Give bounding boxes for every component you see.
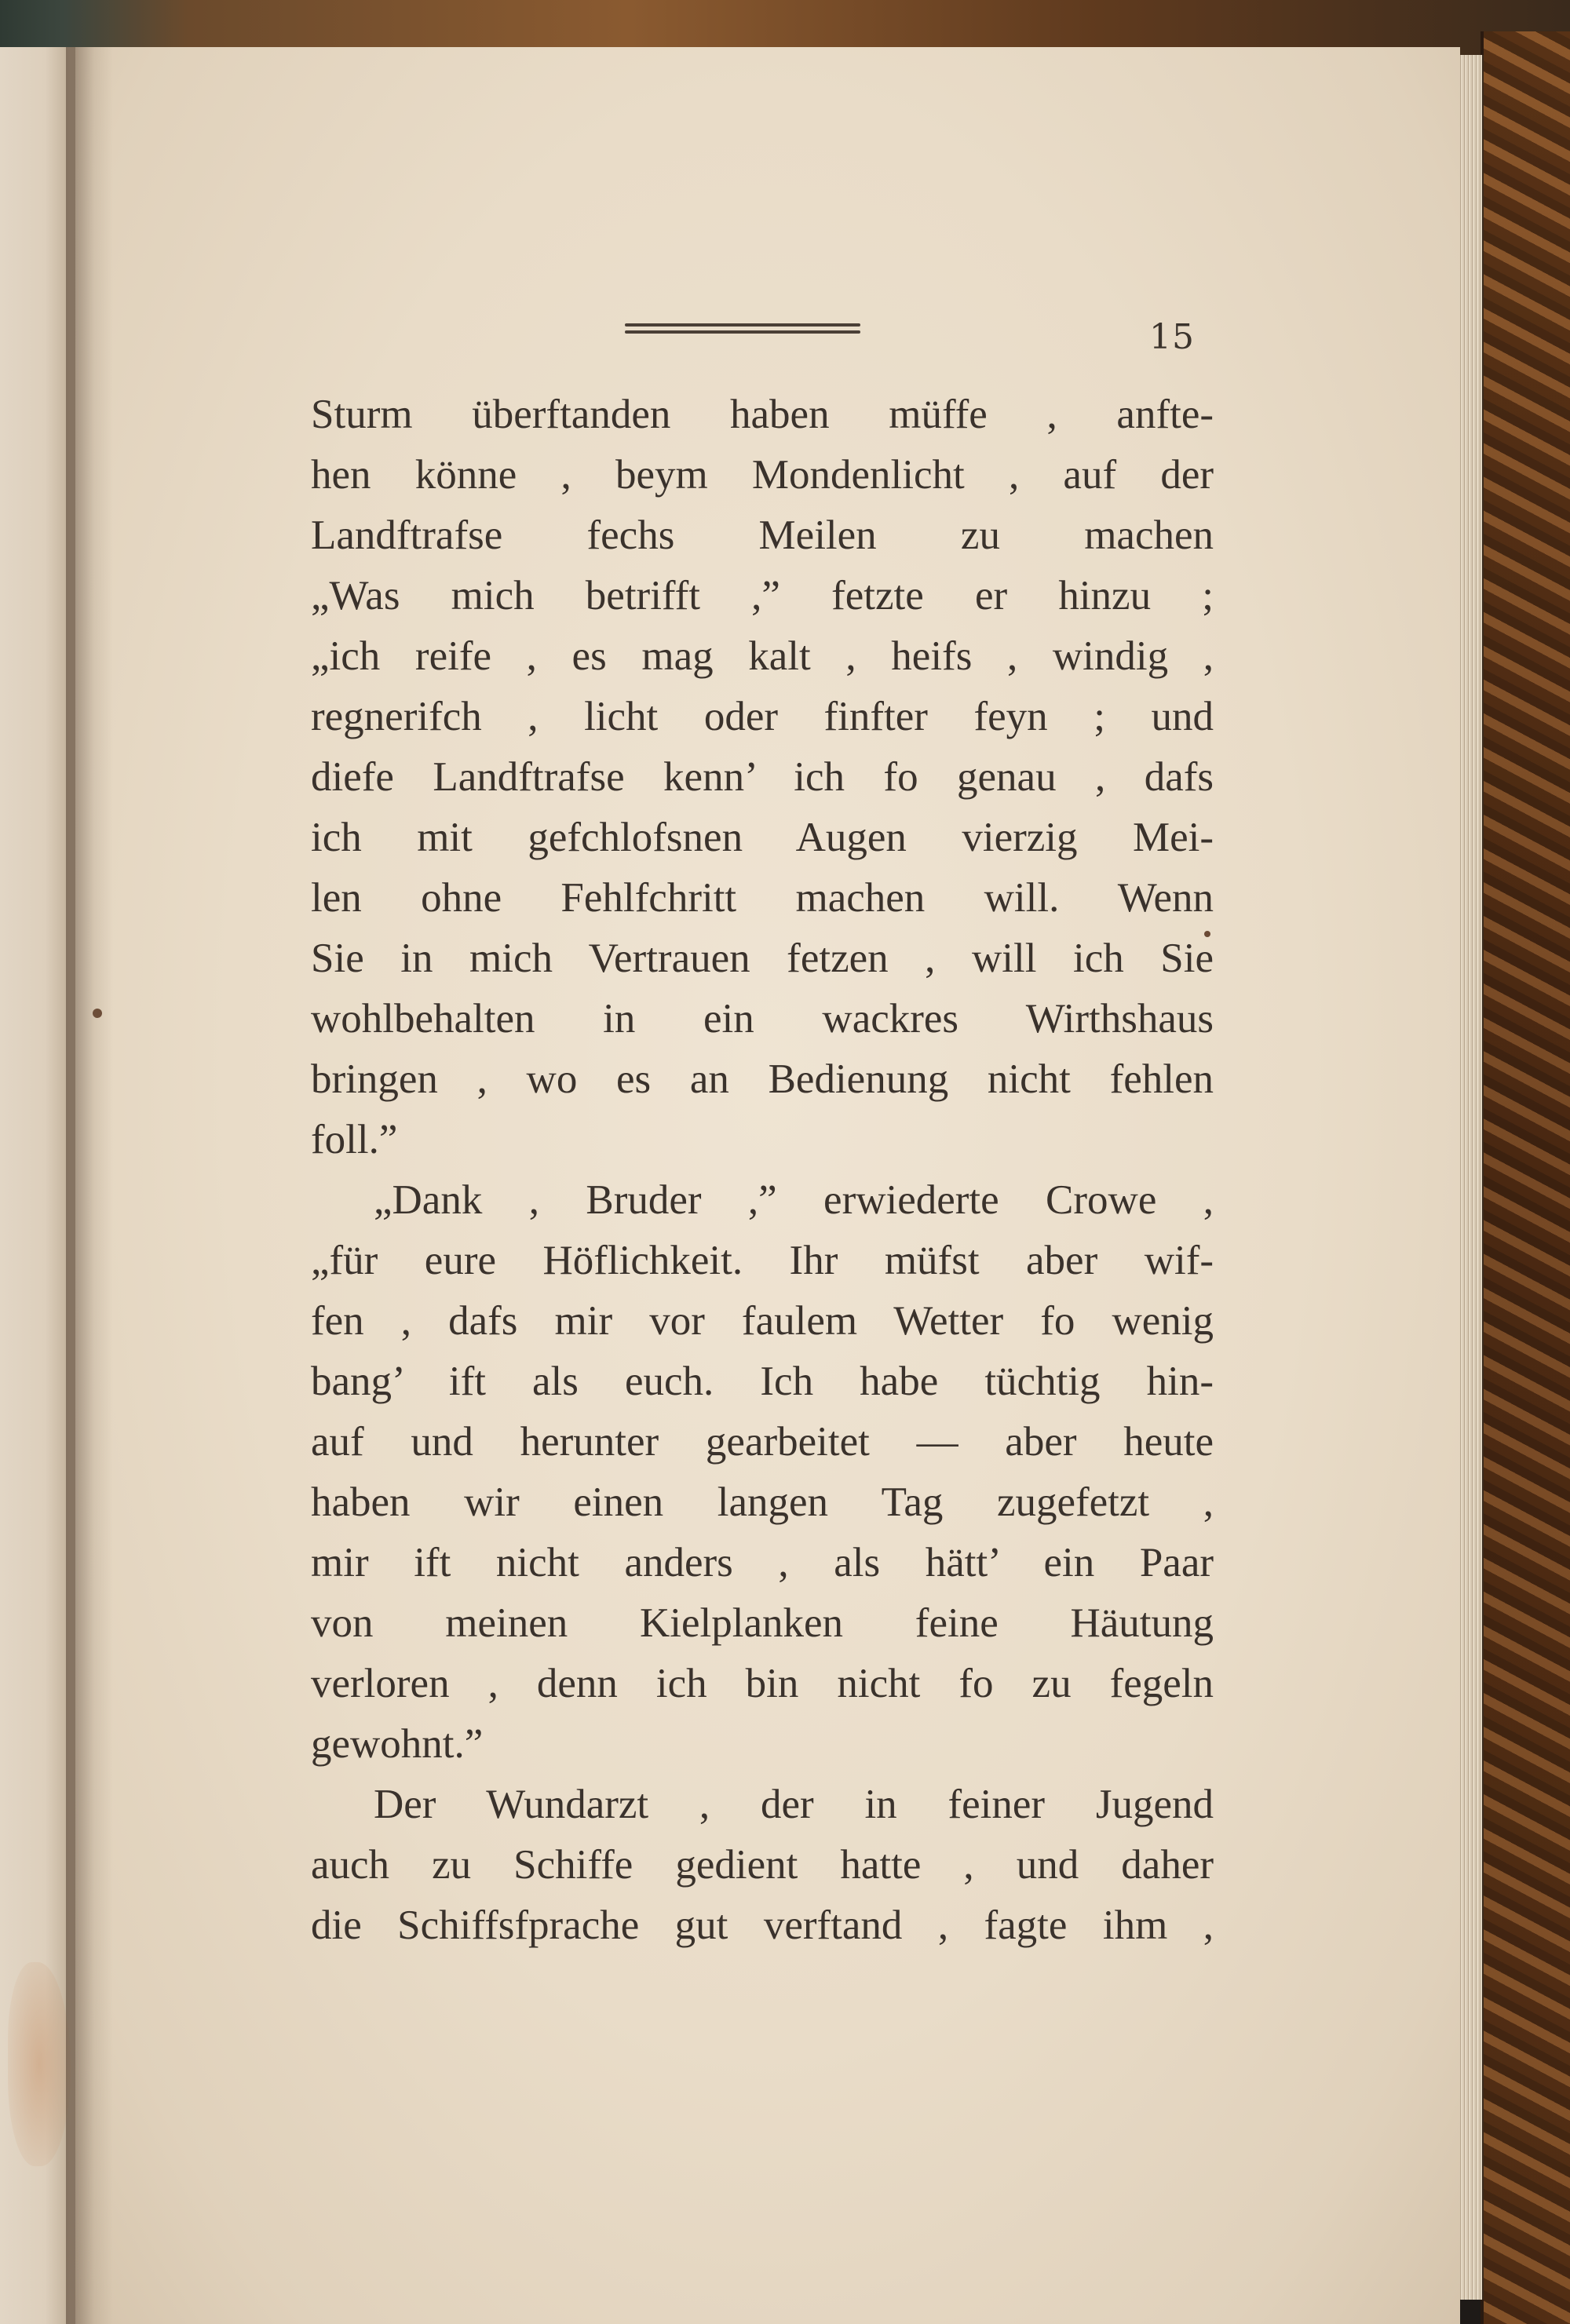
- text-line: Landftrafse fechs Meilen zu machen: [311, 513, 1214, 558]
- text-line: wohlbehalten in ein wackres Wirthshaus: [311, 996, 1214, 1042]
- text-line: „für eure Höflichkeit. Ihr müfst aber wif-: [311, 1238, 1214, 1283]
- text-line: von meinen Kielplanken feine Häutung: [311, 1600, 1214, 1646]
- text-line: verloren , denn ich bin nicht fo zu fegeln: [311, 1661, 1214, 1706]
- text-line: die Schiffsfprache gut verftand , fagte ihm ,: [311, 1903, 1214, 1948]
- book-page: [75, 47, 1460, 2324]
- text-line: diefe Landftrafse kenn’ ich fo genau , dafs: [311, 754, 1214, 800]
- text-line: „Dank , Bruder ,” erwiederte Crowe ,: [374, 1177, 1214, 1223]
- text-line: foll.”: [311, 1117, 398, 1162]
- text-line: ich mit gefchlofsnen Augen vierzig Mei-: [311, 815, 1214, 860]
- text-line: mir ift nicht anders , als hätt’ ein Paar: [311, 1540, 1214, 1585]
- text-line: bang’ ift als euch. Ich habe tüchtig hin-: [311, 1359, 1214, 1404]
- text-line: bringen , wo es an Bedienung nicht fehlen: [311, 1056, 1214, 1102]
- paper-stain: [8, 1962, 71, 2166]
- text-line: regnerifch , licht oder finfter feyn ; und: [311, 694, 1214, 739]
- body-text: [311, 385, 1214, 1956]
- text-line: hen könne , beym Mondenlicht , auf der: [311, 452, 1214, 498]
- text-line: Sie in mich Vertrauen fetzen , will ich Sie: [311, 936, 1214, 981]
- text-line: auch zu Schiffe gedient hatte , und daher: [311, 1842, 1214, 1888]
- text-line: len ohne Fehlfchritt machen will. Wenn: [311, 875, 1214, 921]
- text-line: fen , dafs mir vor faulem Wetter fo wenig: [311, 1298, 1214, 1344]
- text-line: „ich reife , es mag kalt , heifs , windig ,: [311, 633, 1214, 679]
- text-line: Sturm überftanden haben müffe , anfte-: [311, 392, 1214, 437]
- text-line: auf und herunter gearbeitet — aber heute: [311, 1419, 1214, 1465]
- text-line: „Was mich betrifft ,” fetzte er hinzu ;: [311, 573, 1214, 618]
- text-line: haben wir einen langen Tag zugefetzt ,: [311, 1479, 1214, 1525]
- page-edges: [1459, 55, 1484, 2300]
- text-line: gewohnt.”: [311, 1721, 484, 1767]
- text-line: Der Wundarzt , der in feiner Jugend: [374, 1782, 1214, 1827]
- page-number: 15: [1149, 317, 1195, 357]
- gutter-shadow: [66, 47, 113, 2324]
- marbled-cover-board: [1481, 31, 1570, 2324]
- facing-page-sliver: [0, 47, 75, 2324]
- header-rule: [625, 323, 860, 336]
